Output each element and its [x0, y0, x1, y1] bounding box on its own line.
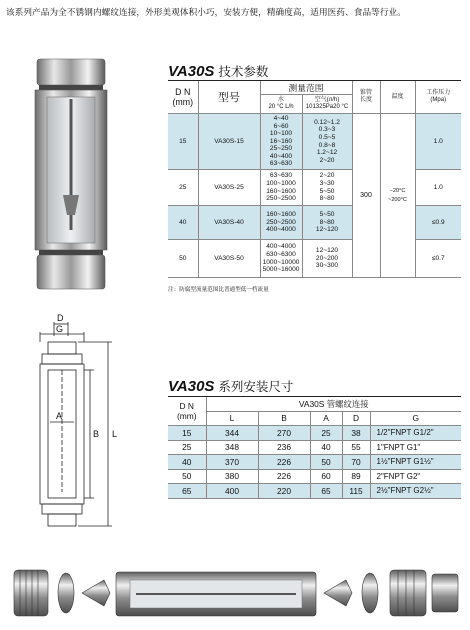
- install-cell-B: 220: [258, 484, 310, 499]
- install-cell-dn: 25: [168, 440, 206, 455]
- install-header-B: B: [258, 411, 310, 426]
- install-cell-G: 1"FNPT G1": [370, 440, 461, 455]
- install-header-group: VA30S 管螺纹连接: [206, 397, 461, 412]
- install-cell-B: 270: [258, 426, 310, 441]
- spec-header-air: 空气(л/h) 101325Pa20 °C: [302, 95, 352, 114]
- spec-cell-pressure: 1.0: [415, 114, 461, 170]
- install-title-rest: 系列安装尺寸: [218, 380, 294, 394]
- install-row: [168, 469, 461, 484]
- install-header-A: A: [310, 411, 342, 426]
- spec-cell-air: 5~50 8~80 12~120: [302, 206, 352, 240]
- spec-table: [168, 80, 461, 278]
- spec-row: [168, 170, 461, 206]
- spec-cell-air: 2~20 3~30 5~50 8~80: [302, 170, 352, 206]
- install-cell-D: 115: [342, 484, 370, 499]
- install-row: [168, 484, 461, 499]
- install-row: [168, 455, 461, 470]
- exploded-view-drawing: [8, 560, 463, 628]
- install-header-G: G: [370, 411, 461, 426]
- label-L: L: [112, 429, 118, 439]
- spec-cell-model: VA30S-15: [198, 114, 260, 170]
- spec-title-model: VA30S: [168, 63, 215, 80]
- install-title-model: VA30S: [168, 378, 215, 395]
- dimension-drawing: [20, 312, 140, 537]
- spec-cell-dn: 50: [168, 240, 198, 278]
- install-table: [168, 396, 461, 499]
- install-cell-G: 1½"FNPT G1½": [370, 455, 461, 470]
- spec-cell-model: VA30S-40: [198, 206, 260, 240]
- label-A: A: [56, 411, 63, 421]
- spec-cell-water: 63~630 100~1000 160~1600 250~2500: [260, 170, 302, 206]
- install-cell-A: 50: [310, 455, 342, 470]
- intro-text: 该系列产品为全不锈钢内螺纹连接，外形美观体积小巧，安装方便，精确度高，适用医药、食品等行业。: [6, 8, 406, 18]
- spec-cell-dn: 40: [168, 206, 198, 240]
- install-cell-A: 60: [310, 469, 342, 484]
- spec-header-length: 锥管 长度: [352, 81, 380, 114]
- spec-note: 注：防腐型流量范围比普通型低一档流量: [168, 287, 269, 293]
- install-row: [168, 426, 461, 441]
- install-cell-dn: 50: [168, 469, 206, 484]
- spec-cell-dn: 15: [168, 114, 198, 170]
- install-cell-L: 344: [206, 426, 258, 441]
- spec-cell-water: 160~1600 250~2500 400~4000: [260, 206, 302, 240]
- spec-header-range: 测量范围: [260, 81, 352, 95]
- spec-cell-length: 300: [352, 114, 380, 278]
- spec-row: [168, 114, 461, 170]
- spec-header-dn: D N (mm): [168, 81, 198, 114]
- spec-cell-pressure: ≤0.9: [415, 206, 461, 240]
- install-header-L: L: [206, 411, 258, 426]
- install-cell-A: 40: [310, 440, 342, 455]
- install-cell-dn: 15: [168, 426, 206, 441]
- spec-header-water: 水 20 °C L/h: [260, 95, 302, 114]
- install-cell-D: 70: [342, 455, 370, 470]
- install-cell-A: 65: [310, 484, 342, 499]
- install-cell-dn: 65: [168, 484, 206, 499]
- spec-cell-air: 0.12~1.2 0.3~3 0.5~5 0.8~8 1.2~12 2~20: [302, 114, 352, 170]
- spec-title-rest: 技术参数: [218, 65, 269, 79]
- spec-header-temp: 温度: [380, 81, 415, 114]
- label-G: G: [56, 324, 64, 334]
- install-cell-A: 25: [310, 426, 342, 441]
- spec-cell-model: VA30S-50: [198, 240, 260, 278]
- install-cell-D: 55: [342, 440, 370, 455]
- spec-header-model: 型号: [198, 81, 260, 114]
- label-D: D: [57, 313, 64, 323]
- install-cell-B: 236: [258, 440, 310, 455]
- install-cell-D: 38: [342, 426, 370, 441]
- spec-header-pressure: 工作压力 (Mpa): [415, 81, 461, 114]
- install-cell-B: 226: [258, 469, 310, 484]
- install-title: [168, 377, 293, 395]
- install-cell-dn: 40: [168, 455, 206, 470]
- install-cell-G: 2½"FNPT G2½": [370, 484, 461, 499]
- spec-cell-pressure: 1.0: [415, 170, 461, 206]
- spec-cell-water: 400~4000 630~6300 1000~10000 5000~16000: [260, 240, 302, 278]
- install-cell-L: 370: [206, 455, 258, 470]
- spec-cell-model: VA30S-25: [198, 170, 260, 206]
- install-cell-L: 348: [206, 440, 258, 455]
- spec-row: [168, 240, 461, 278]
- install-cell-B: 226: [258, 455, 310, 470]
- spec-cell-water: 4~40 6~60 10~100 16~160 25~250 40~400 63~630: [260, 114, 302, 170]
- spec-cell-pressure: ≤0.7: [415, 240, 461, 278]
- install-cell-G: 2"FNPT G2": [370, 469, 461, 484]
- spec-cell-air: 12~120 20~200 30~300: [302, 240, 352, 278]
- spec-cell-dn: 25: [168, 170, 198, 206]
- spec-cell-temp: −20°C ~200°C: [380, 114, 415, 278]
- install-row: [168, 440, 461, 455]
- install-cell-D: 89: [342, 469, 370, 484]
- flowmeter-photo: [25, 55, 125, 295]
- install-cell-L: 380: [206, 469, 258, 484]
- install-header-dn: D N (mm): [168, 397, 206, 426]
- install-cell-G: 1/2"FNPT G1/2": [370, 426, 461, 441]
- spec-row: [168, 206, 461, 240]
- label-B: B: [93, 429, 100, 439]
- install-header-D: D: [342, 411, 370, 426]
- spec-title: [168, 62, 268, 80]
- install-cell-L: 400: [206, 484, 258, 499]
